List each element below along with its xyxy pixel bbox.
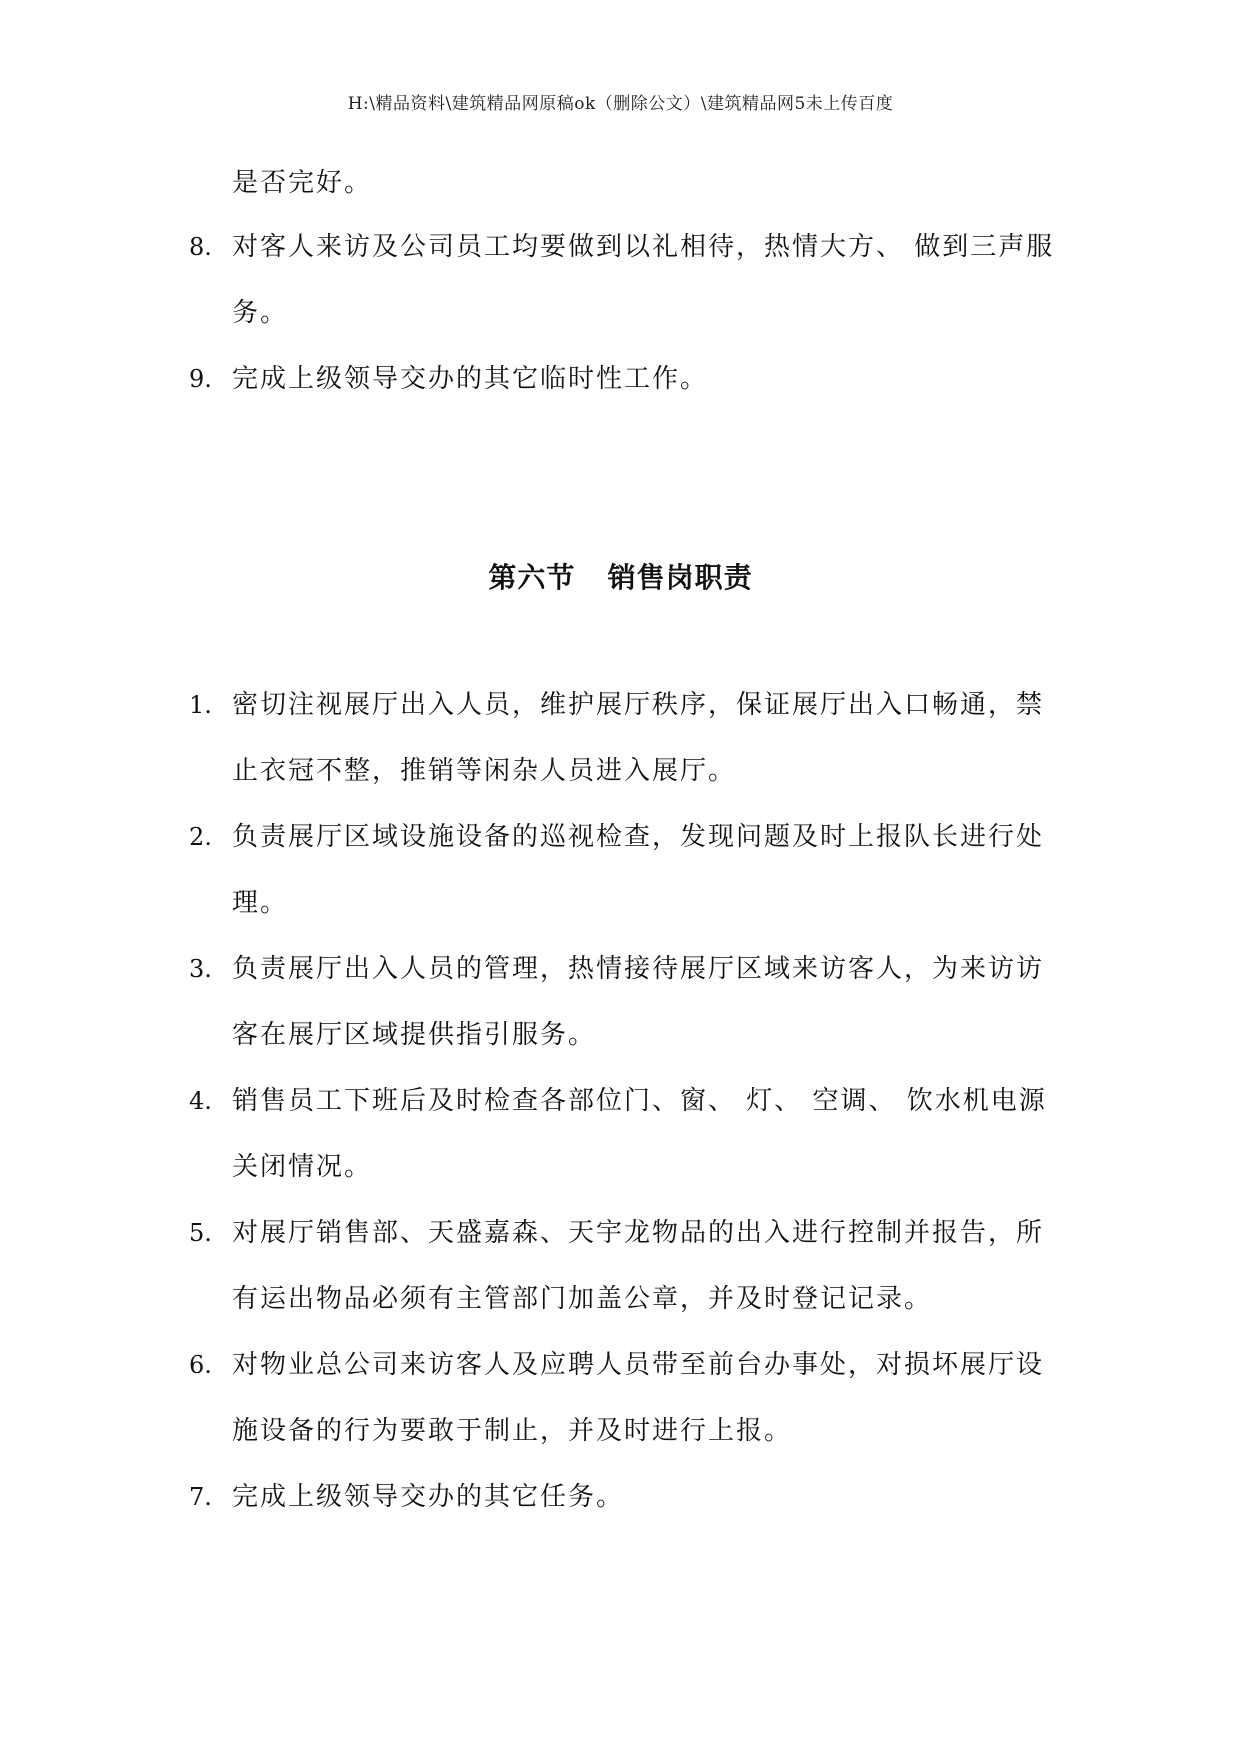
list-item-number: 1. [189,691,212,719]
list-item [189,1332,1069,1464]
list-item [189,1068,1069,1200]
list-item [189,804,1069,936]
list-item-text: 对物业总公司来访客人及应聘人员带至前台办事处，对损坏展厅设施设备的行为要敢于制止，并及时进行上报。 [232,1350,1045,1446]
list-item [189,1464,1069,1530]
list-item-number: 7. [189,1483,212,1511]
list-item [189,346,1069,412]
list-item-number: 5. [189,1219,212,1247]
list-item-number: 8. [189,233,212,261]
list-item-number: 6. [189,1351,212,1379]
list-item-number: 2. [189,823,212,851]
list-item-text: 对展厅销售部、天盛嘉森、天宇龙物品的出入进行控制并报告，所有运出物品必须有主管部门加盖公章，并及时登记记录。 [232,1218,1045,1314]
list-item-text: 完成上级领导交办的其它任务。 [232,1482,625,1512]
list-item-text: 密切注视展厅出入人员，维护展厅秩序，保证展厅出入口畅通，禁止衣冠不整，推销等闲杂人员进入展厅。 [232,690,1045,786]
list-item [189,1200,1069,1332]
list-item [189,672,1069,804]
page-header-path: H:\精品资料\建筑精品网原稿ok（删除公文）\建筑精品网5未上传百度 [347,94,894,114]
list-item-text: 负责展厅区域设施设备的巡视检查，发现问题及时上报队长进行处理。 [232,822,1045,918]
list-item-text: 对客人来访及公司员工均要做到以礼相待，热情大方、 做到三声服务。 [232,232,1055,328]
list-item-number: 9. [189,365,212,393]
list-item [189,936,1069,1068]
list-item-text: 完成上级领导交办的其它临时性工作。 [232,364,709,394]
list-item-text: 负责展厅出入人员的管理，热情接待展厅区域来访客人，为来访访客在展厅区域提供指引服务。 [232,954,1045,1050]
section-title: 第六节 销售岗职责 [488,561,753,594]
continued-text: 是否完好。 [232,168,373,198]
list-item-number: 3. [189,955,212,983]
list-item [189,214,1069,346]
list-item-text: 销售员工下班后及时检查各部位门、窗、 灯、 空调、 饮水机电源关闭情况。 [232,1086,1047,1182]
list-item-number: 4. [189,1087,212,1115]
